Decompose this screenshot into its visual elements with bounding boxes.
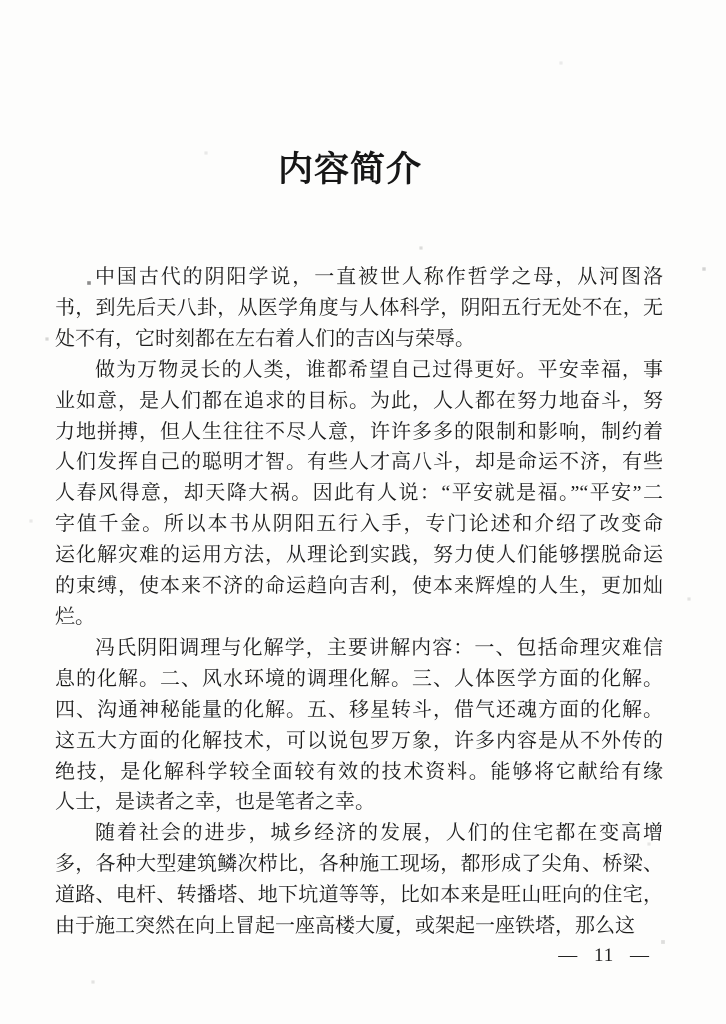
scan-noise bbox=[0, 0, 2, 2]
body-paragraph bbox=[55, 633, 663, 818]
text-line: 字值千金。所以本书从阴阳五行入手，专门论述和介绍了改变命 bbox=[55, 513, 663, 536]
text-line: 中国古代的阴阳学说，一直被世人称作哲学之母，从河图洛 bbox=[95, 266, 663, 288]
text-line: 人士，是读者之幸，也是笔者之幸。 bbox=[55, 791, 375, 814]
text-line: 处不有，它时刻都在左右着人们的吉凶与荣辱。 bbox=[55, 327, 475, 350]
text-line: 息的化解。二、风水环境的调理化解。三、人体医学方面的化解。 bbox=[55, 667, 663, 690]
body-paragraph bbox=[55, 355, 663, 633]
text-line: 随着社会的进步，城乡经济的发展，人们的住宅都在变高增 bbox=[95, 822, 663, 845]
text-line: 冯氏阴阳调理与化解学，主要讲解内容：一、包括命理灾难信 bbox=[95, 636, 663, 659]
text-line: 运化解灾难的运用方法，从理论到实践，努力使人们能够摆脱命运 bbox=[55, 544, 663, 567]
text-line: 绝技，是化解科学较全面较有效的技术资料。能够将它献给有缘 bbox=[55, 760, 663, 783]
text-line: 力地拼搏，但人生往往不尽人意，许许多多的限制和影响，制约着 bbox=[55, 420, 663, 443]
page-title: 内容简介 bbox=[277, 150, 422, 190]
text-line: 书，到先后天八卦，从医学角度与人体科学，阴阳五行无处不在，无 bbox=[55, 296, 663, 319]
body-paragraph bbox=[55, 262, 663, 355]
text-line: 这五大方面的化解技术，可以说包罗万象，许多内容是从不外传的 bbox=[55, 729, 663, 752]
text-line: 做为万物灵长的人类，谁都希望自己过得更好。平安幸福，事 bbox=[95, 358, 663, 381]
body-text bbox=[55, 262, 663, 942]
text-line: 烂。 bbox=[55, 605, 95, 628]
text-line: 业如意，是人们都在追求的目标。为此，人人都在努力地奋斗，努 bbox=[55, 389, 663, 412]
body-paragraph bbox=[55, 818, 663, 942]
text-line: 的束缚，使本来不济的命运趋向吉利，使本来辉煌的人生，更加灿 bbox=[55, 575, 663, 598]
text-line: 四、沟通神秘能量的化解。五、移星转斗，借气还魂方面的化解。 bbox=[55, 698, 663, 721]
text-line: 多，各种大型建筑鳞次栉比，各种施工现场，都形成了尖角、桥梁、 bbox=[55, 853, 663, 876]
text-line: 由于施工突然在向上冒起一座高楼大厦，或架起一座铁塔，那么这 bbox=[55, 915, 635, 938]
text-line: 人们发挥自己的聪明才智。有些人才高八斗，却是命运不济，有些 bbox=[55, 451, 663, 474]
text-line: 道路、电杆、转播塔、地下坑道等等，比如本来是旺山旺向的住宅， bbox=[55, 884, 663, 907]
page-number: — 11 — bbox=[558, 945, 650, 966]
text-line: 人春风得意，却天降大祸。因此有人说：“平安就是福。”“平安”二 bbox=[55, 482, 663, 505]
